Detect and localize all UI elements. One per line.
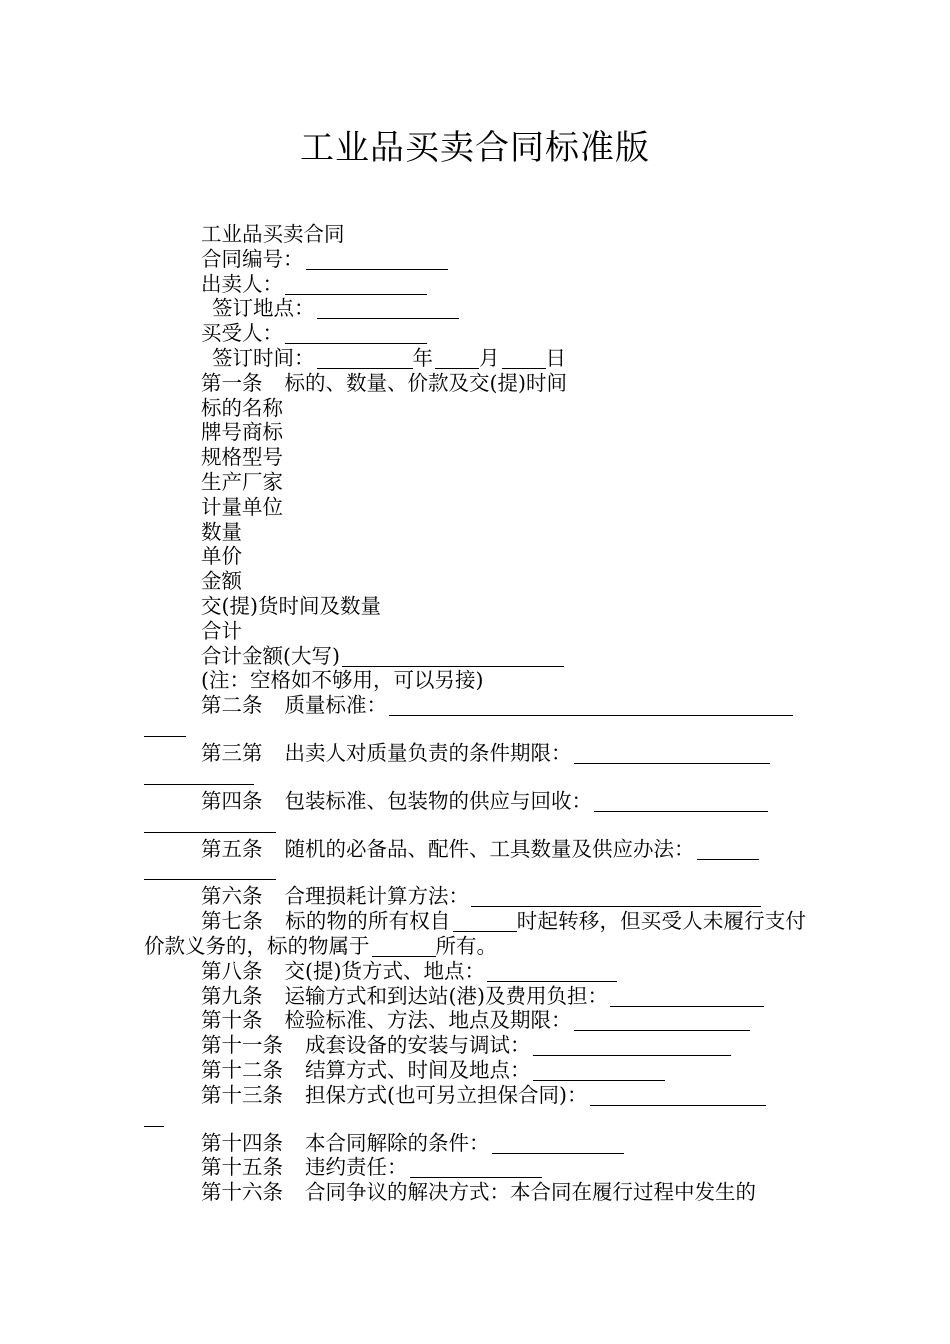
article-3-blank-cont[interactable]: [144, 766, 254, 785]
column-spec: 规格型号: [201, 445, 283, 470]
document-title: 工业品买卖合同标准版: [300, 128, 650, 168]
article-6: 第六条 合理损耗计算方法：: [144, 884, 806, 909]
sign-place-blank[interactable]: [317, 300, 459, 319]
contract-body: [144, 222, 806, 1205]
article-12-blank[interactable]: [533, 1062, 665, 1081]
article-16: 第十六条 合同争议的解决方式：本合同在履行过程中发生的: [201, 1180, 756, 1205]
article-12: 第十二条 结算方式、时间及地点：: [144, 1058, 806, 1083]
article-13: 第十三条 担保方式(也可另立担保合同)：: [144, 1083, 806, 1108]
article-8: 第八条 交(提)货方式、地点：: [144, 959, 806, 984]
article-9: 第九条 运输方式和到达站(港)及费用负担：: [144, 984, 806, 1009]
seller-line: 出卖人：: [144, 272, 806, 297]
article-11-blank[interactable]: [533, 1037, 731, 1056]
article-1: 第一条 标的、数量、价款及交(提)时间: [201, 370, 567, 395]
article-13-blank-cont[interactable]: [144, 1108, 164, 1127]
column-unit: 计量单位: [201, 494, 283, 519]
column-price: 单价: [201, 544, 242, 569]
buyer-blank[interactable]: [285, 325, 427, 344]
seller-blank[interactable]: [285, 276, 427, 295]
article-14: 第十四条 本合同解除的条件：: [144, 1131, 806, 1156]
sign-date-line: 签订时间： 年 月 日: [212, 345, 566, 370]
column-manufacturer: 生产厂家: [201, 469, 283, 494]
article-4-blank-cont[interactable]: [144, 814, 276, 833]
year-blank[interactable]: [317, 350, 413, 369]
article-8-blank[interactable]: [487, 963, 617, 982]
sign-place-line: 签订地点：: [144, 296, 806, 321]
contract-number-line: 合同编号：: [144, 247, 806, 272]
ownership-transfer-blank[interactable]: [453, 913, 517, 932]
article-9-blank[interactable]: [610, 988, 764, 1007]
ownership-owner-blank[interactable]: [372, 938, 436, 957]
article-11: 第十一条 成套设备的安装与调试：: [144, 1033, 806, 1058]
article-5: 第五条 随机的必备品、配件、工具数量及供应办法：: [144, 837, 806, 862]
article-15: 第十五条 违约责任：: [144, 1155, 806, 1180]
article-10-blank[interactable]: [574, 1012, 750, 1031]
total-amount-line: 合计金额(大写): [144, 644, 806, 669]
article-14-blank[interactable]: [492, 1135, 624, 1154]
column-quantity: 数量: [201, 519, 242, 544]
total-amount-blank[interactable]: [342, 648, 564, 667]
article-4: 第四条 包装标准、包装物的供应与回收：: [144, 789, 806, 814]
article-4-blank[interactable]: [594, 793, 768, 812]
article-15-blank[interactable]: [410, 1159, 542, 1178]
article-2: 第二条 质量标准：: [144, 693, 806, 718]
article-3: 第三第 出卖人对质量负责的条件期限：: [144, 741, 806, 766]
column-delivery: 交(提)货时间及数量: [201, 593, 381, 618]
contract-heading: 工业品买卖合同: [201, 222, 345, 246]
note-line: (注：空格如不够用，可以另接): [201, 668, 484, 693]
day-blank[interactable]: [502, 350, 546, 369]
column-amount: 金额: [201, 569, 242, 594]
article-2-blank[interactable]: [389, 697, 793, 716]
article-6-blank[interactable]: [471, 888, 761, 907]
column-total: 合计: [201, 618, 242, 643]
buyer-line: 买受人：: [144, 321, 806, 346]
article-2-blank-cont[interactable]: [144, 718, 186, 737]
article-5-blank[interactable]: [697, 841, 759, 860]
article-3-blank[interactable]: [574, 745, 770, 764]
article-10: 第十条 检验标准、方法、地点及期限：: [144, 1008, 806, 1033]
column-brand: 牌号商标: [201, 420, 283, 445]
contract-number-blank[interactable]: [306, 251, 448, 270]
article-13-blank[interactable]: [590, 1087, 766, 1106]
month-blank[interactable]: [435, 350, 479, 369]
article-7: 第七条 标的物的所有权自 时起转移，但买受人未履行支付价款义务的，标的物属于 所有。: [144, 909, 807, 958]
article-5-blank-cont[interactable]: [144, 861, 276, 880]
column-name: 标的名称: [201, 395, 283, 420]
